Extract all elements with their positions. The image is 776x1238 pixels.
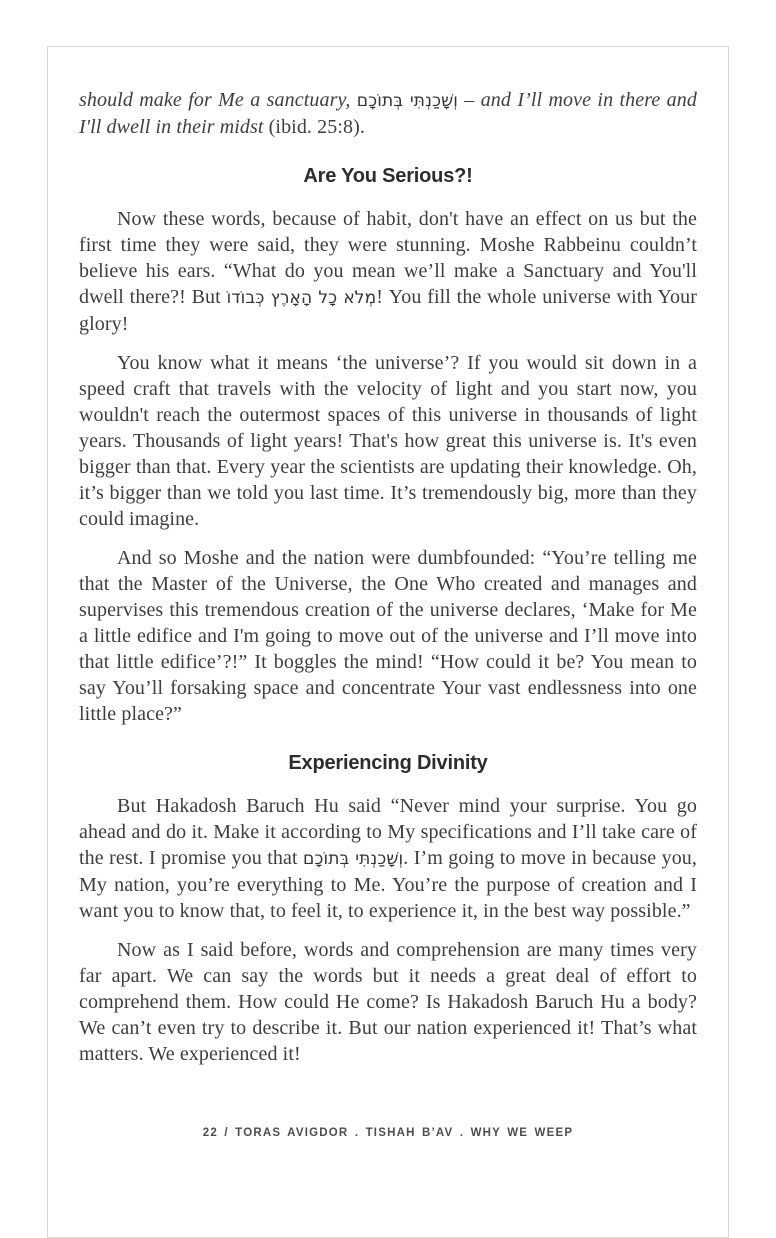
paragraph — [79, 937, 697, 1067]
paragraph-text: . I’m going to move in because you, My nation, you’re everything to Me. You’re the purpose of creation and I want you to know that, to feel it, to experience it, in the best way possible.” — [79, 847, 697, 922]
hebrew-phrase: וְשָׁכַנְתִּי בְּתוֹכָם — [303, 849, 404, 869]
paragraph-text: But Hakadosh Baruch Hu said “Never mind your surprise. You go ahead and do it. Make it according to My specifications and I’ll take care of the rest. I promise you that — [79, 795, 697, 869]
paragraph-text: You know what it means ‘the universe’? If you would sit down in a speed craft that travels with the velocity of light and you start now, you wouldn't reach the outermost spaces of this universe in thousands of light years. Thousands of light years! That's how great this universe is. It's even bigger than that. Every year the scientists are updating their knowledge. Oh, it’s bigger than we told you last time. It’s tremendously big, more than they could imagine. — [79, 352, 697, 530]
paragraph-text: Now as I said before, words and comprehension are many times very far apart. We can say the words but it needs a great deal of effort to comprehend them. How could He come? Is Hakadosh Baruch Hu a body? We can’t even try to describe it. But our nation experienced it! That’s what matters. We experienced it! — [79, 939, 697, 1065]
document-page — [47, 46, 729, 1238]
paragraph — [79, 545, 697, 727]
paragraph — [79, 350, 697, 532]
paragraph — [79, 206, 697, 337]
intro-italic-text: should make for Me a sanctuary, — [79, 89, 357, 111]
section-heading-are-you-serious: Are You Serious?! — [303, 165, 473, 187]
section-heading-experiencing-divinity: Experiencing Divinity — [288, 752, 488, 774]
page-footer: 22 / TORAS AVIGDOR . TISHAH B’AV . WHY WE WEEP — [202, 1127, 574, 1139]
hebrew-phrase: מְלֹא כָל הָאָרֶץ כְּבוֹדוֹ — [226, 288, 377, 308]
intro-paragraph — [79, 87, 697, 140]
hebrew-phrase: וְשָׁכַנְתִּי בְּתוֹכָם — [356, 91, 458, 111]
paragraph — [79, 793, 697, 924]
paragraph-text: Now these words, because of habit, don't have an effect on us but the first time they were said, they were stunning. Moshe Rabbeinu couldn’t believe his ears. “What do you mean we’ll make a Sanctuary and You'll dwell there?! But — [79, 208, 697, 308]
page-content — [48, 47, 728, 1067]
paragraph-text: And so Moshe and the nation were dumbfounded: “You’re telling me that the Master of the Universe, the One Who created and manages and supervises this tremendous creation of the universe declares, ‘Make for Me a little edifice and I'm going to move out of the universe and I’ll move into that little edifice’?!” It boggles the mind! “How could it be? You mean to say You’ll forsaking space and concentrate Your vast endlessness into one little place?” — [79, 547, 697, 725]
citation-text: (ibid. 25:8). — [268, 116, 365, 138]
paragraph-text: ! You fill the whole universe with Your glory! — [79, 286, 697, 335]
intro-italic-text: – and I’ll move in there and I'll dwell in their midst — [79, 89, 697, 138]
